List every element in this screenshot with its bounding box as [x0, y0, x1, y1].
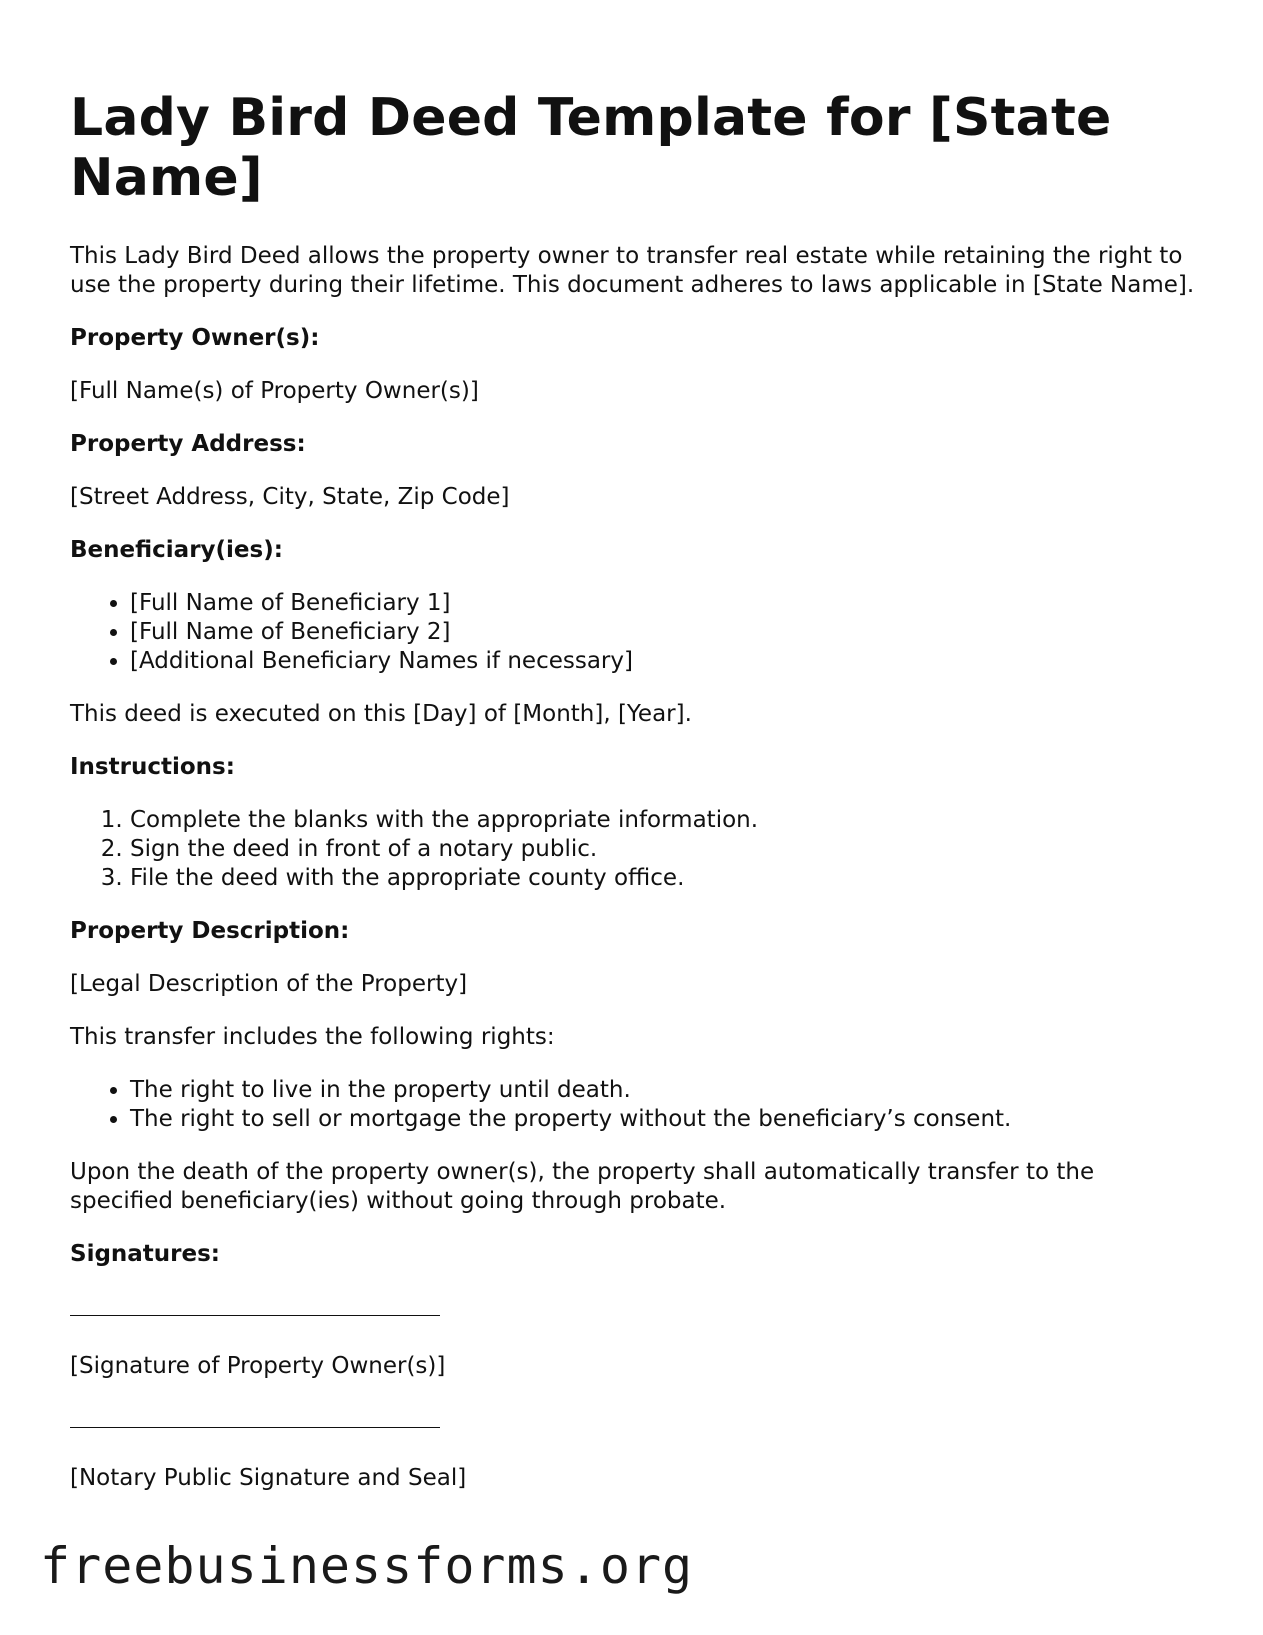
owner-signature-line — [70, 1315, 440, 1316]
address-label: Property Address: — [70, 431, 306, 457]
beneficiaries-label: Beneficiary(ies): — [70, 537, 283, 563]
owner-signature-caption: [Signature of Property Owner(s)] — [70, 1353, 446, 1379]
watermark: freebusinessforms.org — [40, 1537, 694, 1595]
notary-signature-caption: [Notary Public Signature and Seal] — [70, 1465, 467, 1491]
rights-intro: This transfer includes the following rights: — [70, 1024, 555, 1050]
notary-signature-line — [70, 1427, 440, 1428]
beneficiaries-list — [70, 589, 1200, 676]
list-item: • [Additional Beneficiary Names if necessary] — [130, 647, 1200, 676]
list-item: 3. File the deed with the appropriate county office. — [130, 864, 1200, 893]
description-label: Property Description: — [70, 918, 350, 944]
signatures-label: Signatures: — [70, 1241, 221, 1267]
document-page — [70, 88, 1200, 1493]
instructions-label: Instructions: — [70, 754, 235, 780]
rights-list — [70, 1076, 1200, 1134]
death-clause: Upon the death of the property owner(s), the property shall automatically transfer to the specified beneficiary(ies) without going through probate. — [70, 1159, 1095, 1214]
document-title: Lady Bird Deed Template for [State Name] — [70, 88, 1112, 208]
list-item: 2. Sign the deed in front of a notary public. — [130, 835, 1200, 864]
owners-label: Property Owner(s): — [70, 325, 320, 351]
intro-paragraph: This Lady Bird Deed allows the property owner to transfer real estate while retaining the right to use the property during their lifetime. This document adheres to laws applicable in [State Name]. — [70, 243, 1195, 298]
list-item: • [Full Name of Beneficiary 2] — [130, 618, 1200, 647]
list-item: • The right to sell or mortgage the property without the beneficiary’s consent. — [130, 1105, 1200, 1134]
owners-value: [Full Name(s) of Property Owner(s)] — [70, 378, 479, 404]
list-item: 1. Complete the blanks with the appropriate information. — [130, 806, 1200, 835]
description-value: [Legal Description of the Property] — [70, 971, 468, 997]
address-value: [Street Address, City, State, Zip Code] — [70, 484, 510, 510]
instructions-list — [70, 806, 1200, 893]
list-item: • [Full Name of Beneficiary 1] — [130, 589, 1200, 618]
executed-text: This deed is executed on this [Day] of [Month], [Year]. — [70, 701, 692, 727]
list-item: • The right to live in the property until death. — [130, 1076, 1200, 1105]
